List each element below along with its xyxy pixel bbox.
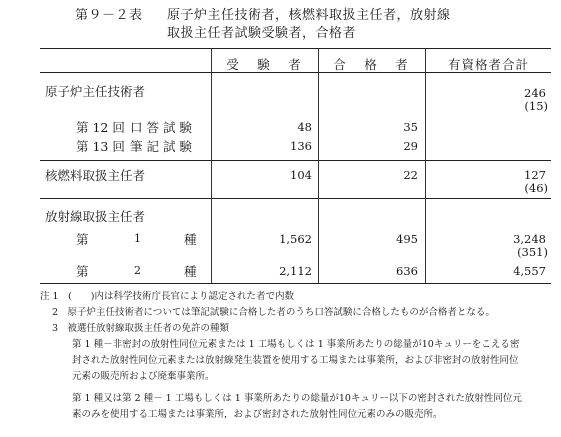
- class1-total: 3,248: [513, 232, 546, 246]
- row-label-class2-num: 2: [134, 264, 141, 277]
- row-label-radiation: 放射線取扱主任者: [45, 209, 146, 224]
- title-line-2: 取扱主任者試験受験者，合格者: [167, 26, 357, 41]
- note-3a-line-2: 封された放射性同位元素または放射線発生装置を使用する工場または事業所，および非密封の放射性同位: [72, 355, 519, 366]
- row-label-fuel: 核燃料取扱主任者: [45, 168, 146, 183]
- table-number: 第９－２表: [75, 8, 143, 23]
- note-3a-line-1: 第 1 種－非密封の放射性同位元素または 1 工場もしくは 1 事業所あたりの総量が10キュリーをこえる密: [72, 339, 520, 350]
- class1-examinees: 1,562: [279, 232, 312, 246]
- row-label-written-no: 第 13 回: [76, 139, 125, 154]
- header-passed: 合 格 者: [333, 57, 411, 72]
- row-label-class2-dai: 第: [76, 264, 89, 279]
- class1-total-sub: (351): [517, 245, 548, 259]
- note-1: 注 1 ( )内は科学技術庁長官により認定された者で内数: [40, 291, 294, 302]
- note-2: 2 原子炉主任技術者については筆記試験に合格した者のうち口答試験に合格したものが合格者となる。: [52, 307, 495, 318]
- row-divider-2: [40, 198, 551, 199]
- note-3b-line-1: 第 1 種又は第 2 種－ 1 工場もしくは 1 事業所あたりの総量が10キュリー以下の密封された放射性同位元: [72, 393, 522, 404]
- fuel-passed: 22: [403, 168, 418, 182]
- header-examinees: 受 験 者: [226, 57, 304, 72]
- table-title: [75, 7, 451, 43]
- col-divider-1: [211, 48, 212, 283]
- fuel-total-sub: (46): [524, 181, 548, 195]
- row-label-oral-no: 第 12 回: [76, 120, 125, 135]
- col-divider-2: [318, 48, 319, 283]
- reactor-total: 246: [524, 86, 546, 100]
- col-divider-3: [425, 48, 426, 283]
- fuel-total: 127: [524, 168, 546, 182]
- reactor-total-sub: (15): [524, 99, 548, 113]
- row-label-written: 筆 記 試 験: [130, 139, 192, 154]
- written-examinees: 136: [290, 139, 312, 153]
- oral-passed: 35: [403, 120, 418, 134]
- fuel-examinees: 104: [290, 168, 312, 182]
- row-label-class2-shu: 種: [184, 264, 197, 279]
- header-qualified-total: 有資格者合計: [447, 57, 529, 72]
- row-label-class1-dai: 第: [76, 232, 89, 247]
- written-passed: 29: [403, 139, 418, 153]
- note-3a-line-3: 元素の販売所および廃棄事業所。: [72, 371, 215, 382]
- class2-examinees: 2,112: [279, 264, 312, 278]
- row-label-reactor: 原子炉主任技術者: [45, 84, 146, 99]
- table-top-rule: [40, 48, 551, 49]
- title-line-1: 第９－２表 原子炉主任技術者，核燃料取扱主任者，放射線: [75, 8, 451, 23]
- note-3b-line-2: 素のみを使用する工場または事業所，および密封された放射性同位元素のみの販売所。: [72, 409, 443, 420]
- row-label-class1-shu: 種: [184, 232, 197, 247]
- class2-passed: 636: [396, 264, 418, 278]
- oral-examinees: 48: [297, 120, 312, 134]
- row-divider-1: [40, 160, 551, 161]
- class1-passed: 495: [396, 232, 418, 246]
- table-bottom-rule: [40, 283, 551, 284]
- row-label-oral: 口 答 試 験: [130, 120, 192, 135]
- class2-total: 4,557: [513, 264, 546, 278]
- note-3: 3 被選任放射線取扱主任者の免許の種類: [52, 323, 230, 334]
- row-label-class1-num: 1: [134, 232, 141, 245]
